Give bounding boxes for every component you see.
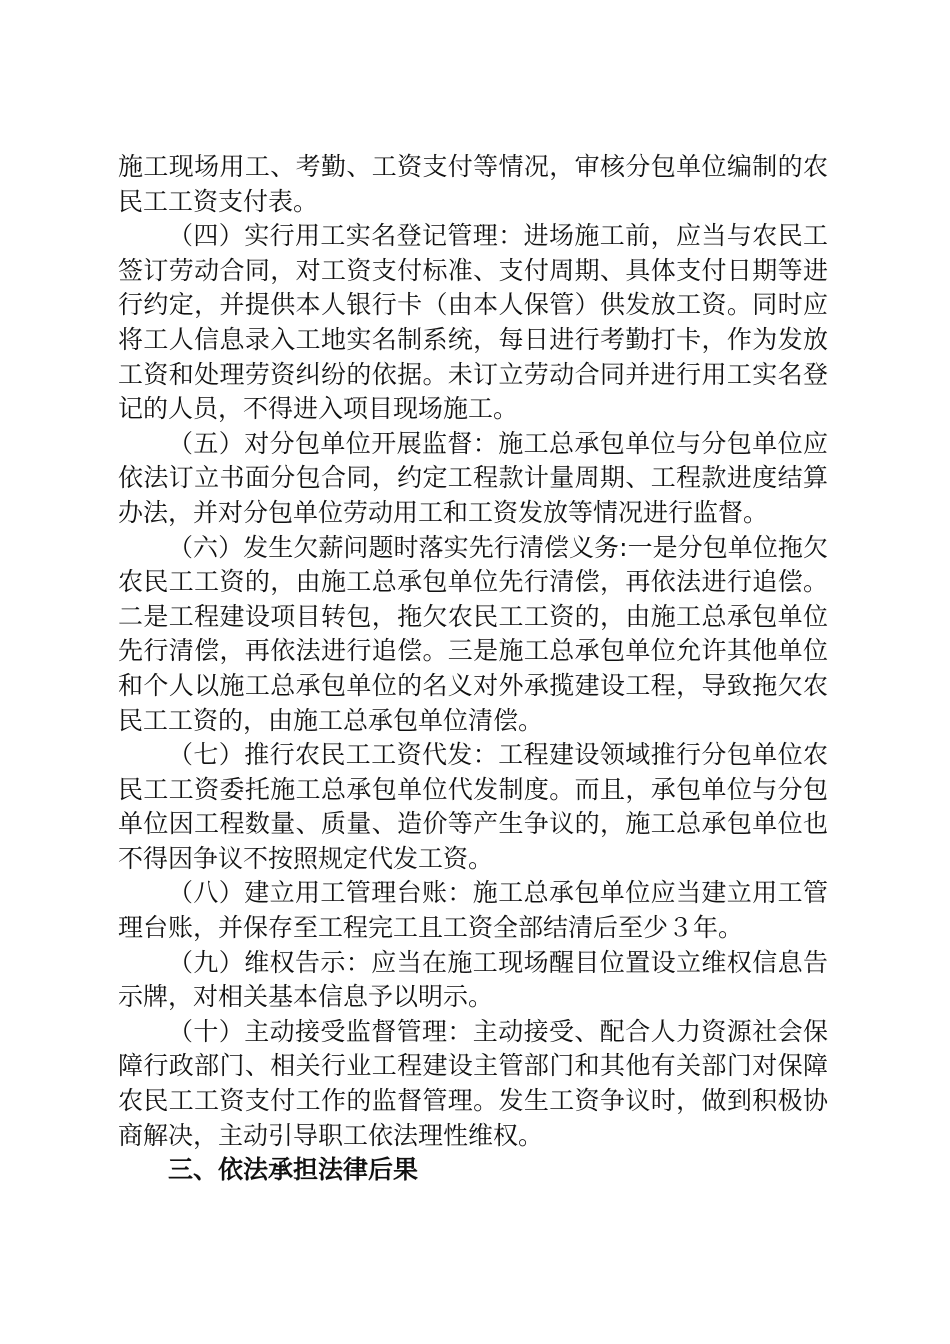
paragraph: （六）发生欠薪问题时落实先行清偿义务:一是分包单位拖欠农民工工资的，由施工总承包单位先行清偿，再依法进行追偿。二是工程建设项目转包，拖欠农民工工资的，由施工总承包单位先行清偿，再依法进行追偿。三是施工总承包单位允许其他单位和个人以施工总承包单位的名义对外承揽建设工程，导致拖欠农民工工资的，由施工总承包单位清偿。 xyxy=(118,532,828,735)
paragraph: （十）主动接受监督管理：主动接受、配合人力资源社会保障行政部门、相关行业工程建设主管部门和其他有关部门对保障农民工工资支付工作的监督管理。发生工资争议时，做到积极协商解决，主动引导职工依法理性维权。 xyxy=(118,1016,828,1150)
paragraph: （九）维权告示：应当在施工现场醒目位置设立维权信息告示牌，对相关基本信息予以明示。 xyxy=(118,947,828,1012)
section-heading: 三、依法承担法律后果 xyxy=(168,1155,419,1185)
paragraph: （八）建立用工管理台账：施工总承包单位应当建立用工管理台账，并保存至工程完工且工资全部结清后至少３年。 xyxy=(118,878,828,943)
paragraph: （五）对分包单位开展监督：施工总承包单位与分包单位应依法订立书面分包合同，约定工程款计量周期、工程款进度结算办法，并对分包单位劳动用工和工资发放等情况进行监督。 xyxy=(118,428,828,527)
paragraph: 施工现场用工、考勤、工资支付等情况，审核分包单位编制的农民工工资支付表。 xyxy=(118,152,828,216)
document-body xyxy=(118,150,828,1188)
paragraph: （四）实行用工实名登记管理：进场施工前，应当与农民工签订劳动合同，对工资支付标准、支付周期、具体支付日期等进行约定，并提供本人银行卡（由本人保管）供发放工资。同时应将工人信息录入工地实名制系统，每日进行考勤打卡，作为发放工资和处理劳资纠纷的依据。未订立劳动合同并进行用工实名登记的人员，不得进入项目现场施工。 xyxy=(118,221,828,424)
paragraph: （七）推行农民工工资代发：工程建设领域推行分包单位农民工工资委托施工总承包单位代发制度。而且，承包单位与分包单位因工程数量、质量、造价等产生争议的，施工总承包单位也不得因争议不按照规定代发工资。 xyxy=(118,740,828,873)
